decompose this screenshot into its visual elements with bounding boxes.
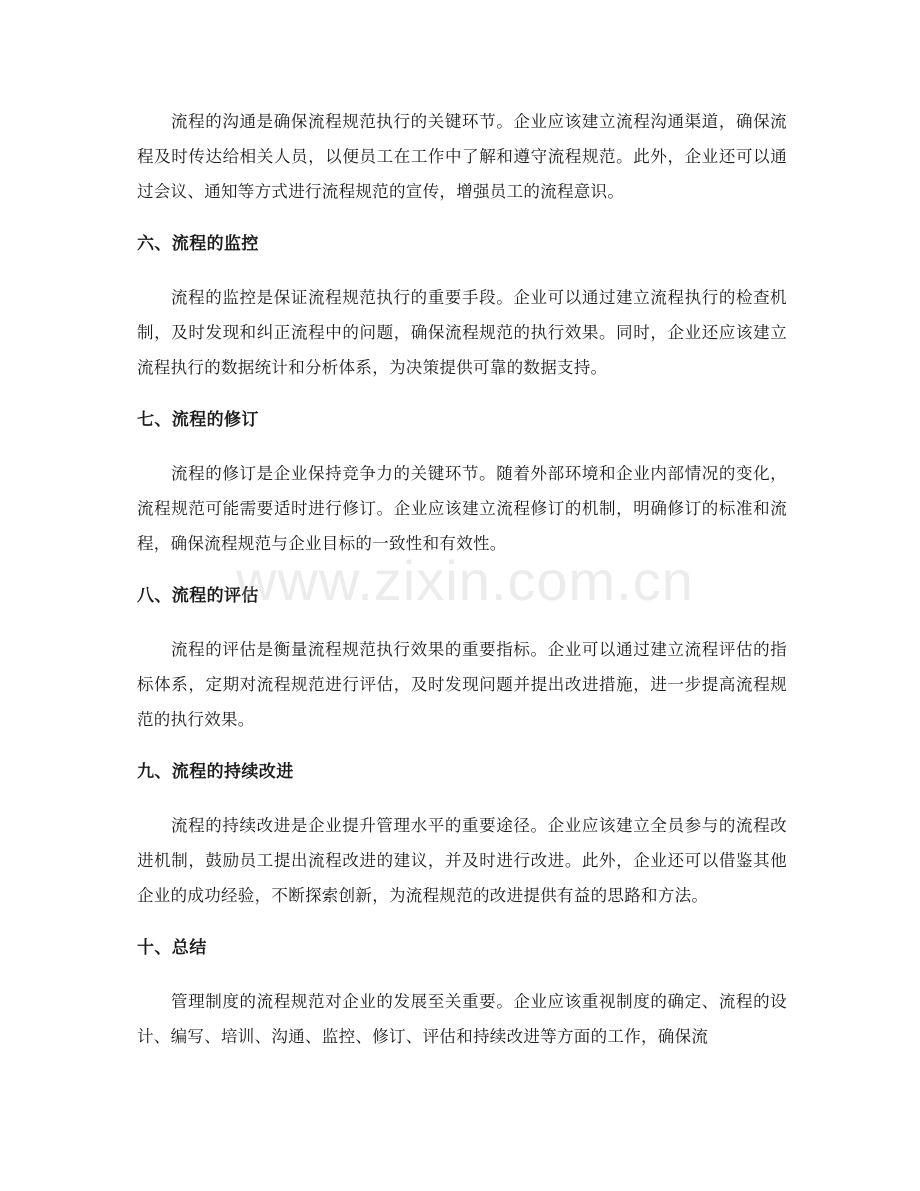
heading-revision: 七、流程的修订 — [137, 410, 259, 430]
paragraph-revision: 流程的修订是企业保持竞争力的关键环节。随着外部环境和企业内部情况的变化，流程规范可能需要适时进行修订。企业应该建立流程修订的机制，明确修订的标准和流程，确保流程规范与企业目标的一致性和有效性。 — [137, 464, 787, 553]
heading-continuous-improvement: 九、流程的持续改进 — [137, 762, 294, 782]
paragraph-summary: 管理制度的流程规范对企业的发展至关重要。企业应该重视制度的确定、流程的设计、编写、培训、沟通、监控、修订、评估和持续改进等方面的工作，确保流 — [137, 992, 787, 1046]
paragraph-monitoring: 流程的监控是保证流程规范执行的重要手段。企业可以通过建立流程执行的检查机制，及时发现和纠正流程中的问题，确保流程规范的执行效果。同时，企业还应该建立流程执行的数据统计和分析体系，为决策提供可靠的数据支持。 — [137, 288, 787, 377]
paragraph-evaluation: 流程的评估是衡量流程规范执行效果的重要指标。企业可以通过建立流程评估的指标体系，定期对流程规范进行评估，及时发现问题并提出改进措施，进一步提高流程规范的执行效果。 — [137, 640, 787, 729]
document-body — [137, 104, 787, 1054]
paragraph-communication: 流程的沟通是确保流程规范执行的关键环节。企业应该建立流程沟通渠道，确保流程及时传达给相关人员，以便员工在工作中了解和遵守流程规范。此外，企业还可以通过会议、通知等方式进行流程规范的宣传，增强员工的流程意识。 — [137, 112, 787, 201]
watermark: www.zixin.com.cn — [236, 549, 694, 612]
paragraph-continuous-improvement: 流程的持续改进是企业提升管理水平的重要途径。企业应该建立全员参与的流程改进机制，鼓励员工提出流程改进的建议，并及时进行改进。此外，企业还可以借鉴其他企业的成功经验，不断探索创新，为流程规范的改进提供有益的思路和方法。 — [137, 816, 787, 905]
heading-monitoring: 六、流程的监控 — [137, 234, 259, 254]
heading-summary: 十、总结 — [137, 938, 207, 958]
heading-evaluation: 八、流程的评估 — [137, 586, 259, 606]
